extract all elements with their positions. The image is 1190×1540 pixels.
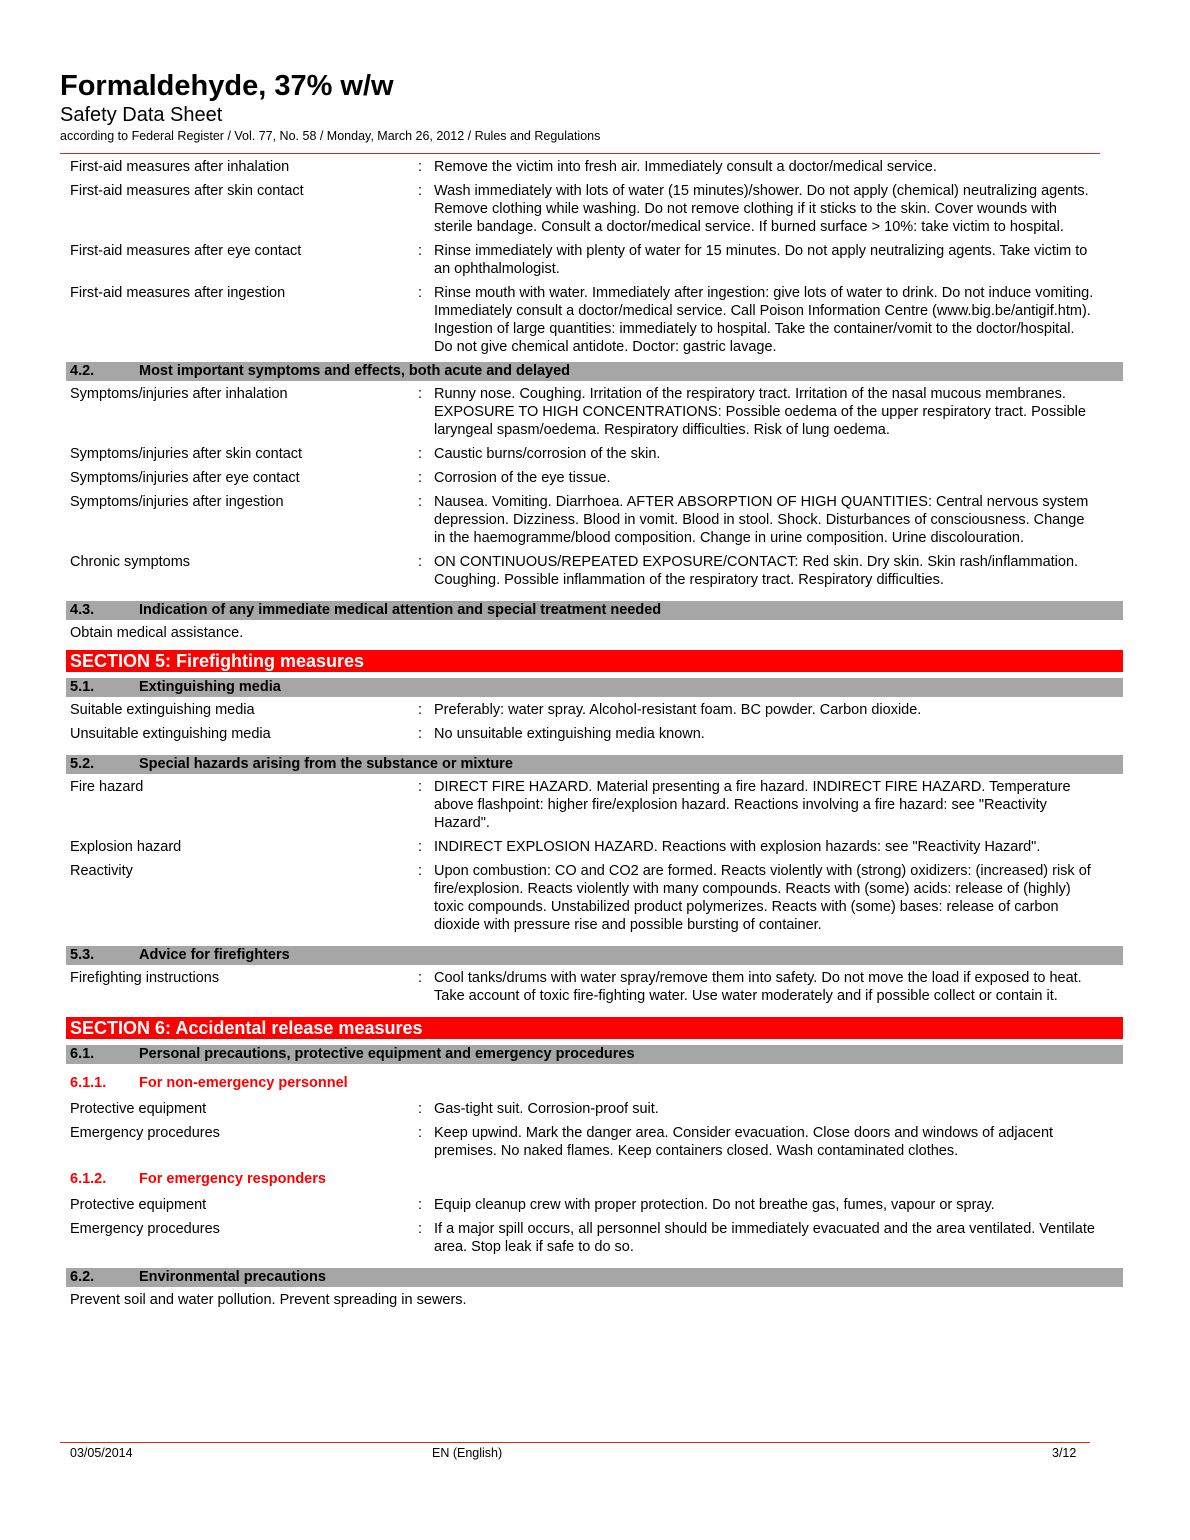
row-label: Reactivity	[70, 863, 133, 879]
row-value: Equip cleanup crew with proper protection. Do not breathe gas, fumes, vapour or spray.	[434, 1197, 995, 1213]
row-label: Unsuitable extinguishing media	[70, 726, 271, 742]
hazard-row-reactivity	[66, 862, 1123, 934]
row-colon: :	[418, 702, 423, 718]
row-label: Explosion hazard	[70, 839, 182, 855]
row-value: Wash immediately with lots of water (15 minutes)/shower. Do not apply (chemical) neutralizing agents. Remove clothing while washing. Do not remove clothing if it sticks to the skin. Cover wounds with sterile bandage. Consult a doctor/medical service. If burned surface > 10%: take victim to hospital.	[434, 183, 1089, 235]
subsection-number: 5.3.	[70, 947, 95, 963]
subsection-number: 6.1.1.	[70, 1075, 107, 1091]
row-colon: :	[418, 779, 423, 795]
row-colon: :	[418, 470, 423, 486]
row-value: Rinse mouth with water. Immediately after ingestion: give lots of water to drink. Do not induce vomiting. Immediately consult a doctor/medical service. Call Poison Information Centre (www.big.be/antigif.htm). Ingestion of large quantities: immediately to hospital. Take the container/vomit to the doctor/hospital. Do not give chemical antidote. Doctor: gastric lavage.	[434, 285, 1094, 355]
footer-page-number: 3/12	[1052, 1446, 1077, 1460]
document-body	[66, 158, 1123, 1315]
row-colon: :	[418, 970, 423, 986]
firstaid-row-inhalation	[66, 158, 1123, 176]
row-value: Keep upwind. Mark the danger area. Consider evacuation. Close doors and windows of adjacent premises. No naked flames. Keep containers closed. Wash contaminated clothes.	[434, 1125, 1054, 1159]
row-label: Emergency procedures	[70, 1221, 220, 1237]
row-value: INDIRECT EXPLOSION HAZARD. Reactions with explosion hazards: see "Reactivity Hazard".	[434, 839, 1041, 855]
row-value: If a major spill occurs, all personnel should be immediately evacuated and the area ventilated. Ventilate area. Stop leak if safe to do so.	[434, 1221, 1095, 1255]
responders-row-protective	[66, 1196, 1123, 1214]
subsection-header-5-2	[66, 755, 1123, 774]
responders-row-procedures	[66, 1220, 1123, 1256]
row-colon: :	[418, 863, 423, 879]
footer-language: EN (English)	[432, 1446, 503, 1460]
row-colon: :	[418, 1125, 423, 1141]
row-colon: :	[418, 446, 423, 462]
row-value: Runny nose. Coughing. Irritation of the respiratory tract. Irritation of the nasal mucous membranes. EXPOSURE TO HIGH CONCENTRATIONS: Possible oedema of the upper respiratory tract. Possible laryngeal spasm/oedema. Respiratory difficulties. Risk of lung oedema.	[434, 386, 1086, 438]
firstaid-row-skin	[66, 182, 1123, 236]
subsection-header-4-3	[66, 601, 1123, 620]
nonemergency-row-procedures	[66, 1124, 1123, 1160]
subsection-header-4-2	[66, 362, 1123, 381]
row-value: No unsuitable extinguishing media known.	[434, 726, 705, 742]
row-colon: :	[418, 386, 423, 402]
firstaid-row-ingestion	[66, 284, 1123, 356]
subsection-title: Personal precautions, protective equipment and emergency procedures	[139, 1046, 635, 1062]
row-label: Emergency procedures	[70, 1125, 220, 1141]
row-value: DIRECT FIRE HAZARD. Material presenting a fire hazard. INDIRECT FIRE HAZARD. Temperature above flashpoint: higher fire/explosion hazard. Reactions involving a fire hazard: see "Reactivity Hazard".	[434, 779, 1071, 831]
row-label: Protective equipment	[70, 1101, 207, 1117]
row-label: Firefighting instructions	[70, 970, 220, 986]
firstaid-row-eye	[66, 242, 1123, 278]
subsection-title: Most important symptoms and effects, both acute and delayed	[139, 363, 571, 379]
row-label: Fire hazard	[70, 779, 144, 795]
symptom-row-eye	[66, 469, 1123, 487]
row-colon: :	[418, 1197, 423, 1213]
row-value: Preferably: water spray. Alcohol-resistant foam. BC powder. Carbon dioxide.	[434, 702, 922, 718]
subsection-number: 4.3.	[70, 602, 95, 618]
row-colon: :	[418, 285, 423, 301]
row-colon: :	[418, 243, 423, 259]
paragraph-6-2: Prevent soil and water pollution. Prevent spreading in sewers.	[70, 1292, 467, 1308]
subsection-header-6-1-2	[66, 1170, 1123, 1188]
subsection-number: 6.1.2.	[70, 1171, 107, 1187]
hazard-row-explosion	[66, 838, 1123, 856]
extinguish-row-unsuitable	[66, 725, 1123, 743]
subsection-number: 6.1.	[70, 1046, 95, 1062]
row-colon: :	[418, 554, 423, 570]
subsection-header-5-1	[66, 678, 1123, 697]
document-subtitle: Safety Data Sheet	[60, 104, 223, 126]
row-value: Nausea. Vomiting. Diarrhoea. AFTER ABSORPTION OF HIGH QUANTITIES: Central nervous system depression. Dizziness. Blood in vomit. Blood in stool. Shock. Disturbances of consciousness. Change in the haemogramme/blood composition. Change in urine composition. Urine discolouration.	[434, 494, 1089, 546]
document-header	[60, 68, 1100, 144]
symptom-row-inhalation	[66, 385, 1123, 439]
subsection-header-6-1	[66, 1045, 1123, 1064]
row-label: First-aid measures after skin contact	[70, 183, 304, 199]
subsection-title: Extinguishing media	[139, 679, 281, 695]
row-colon: :	[418, 1101, 423, 1117]
subsection-header-6-1-1	[66, 1074, 1123, 1092]
paragraph-4-3: Obtain medical assistance.	[70, 625, 244, 641]
subsection-title: Environmental precautions	[139, 1269, 326, 1285]
symptom-row-chronic	[66, 553, 1123, 589]
row-label: Protective equipment	[70, 1197, 207, 1213]
symptom-row-skin	[66, 445, 1123, 463]
subsection-number: 5.1.	[70, 679, 95, 695]
subsection-number: 6.2.	[70, 1269, 95, 1285]
footer-date: 03/05/2014	[70, 1446, 133, 1460]
subsection-title: For emergency responders	[139, 1171, 326, 1187]
section-header-5: SECTION 5: Firefighting measures	[66, 650, 1123, 672]
row-value: Gas-tight suit. Corrosion-proof suit.	[434, 1101, 659, 1117]
footer-divider	[60, 1442, 1090, 1443]
row-value: ON CONTINUOUS/REPEATED EXPOSURE/CONTACT: Red skin. Dry skin. Skin rash/inflammation. Coughing. Possible inflammation of the respiratory tract. Respiratory difficulties.	[434, 554, 1079, 588]
row-colon: :	[418, 839, 423, 855]
row-colon: :	[418, 159, 423, 175]
row-value: Caustic burns/corrosion of the skin.	[434, 446, 661, 462]
symptom-row-ingestion	[66, 493, 1123, 547]
subsection-title: Indication of any immediate medical attention and special treatment needed	[139, 602, 662, 618]
subsection-header-5-3	[66, 946, 1123, 965]
row-colon: :	[418, 494, 423, 510]
subsection-title: Advice for firefighters	[139, 947, 290, 963]
row-label: Suitable extinguishing media	[70, 702, 255, 718]
row-value: Cool tanks/drums with water spray/remove them into safety. Do not move the load if exposed to heat. Take account of toxic fire-fighting water. Use water moderately and if possible collect or contain it.	[434, 970, 1082, 1004]
extinguish-row-suitable	[66, 701, 1123, 719]
row-label: Symptoms/injuries after eye contact	[70, 470, 300, 486]
row-value: Rinse immediately with plenty of water for 15 minutes. Do not apply neutralizing agents. Take victim to an ophthalmologist.	[434, 243, 1088, 277]
firefighting-row-instructions	[66, 969, 1123, 1005]
row-value: Corrosion of the eye tissue.	[434, 470, 611, 486]
row-colon: :	[418, 183, 423, 199]
subsection-header-6-2	[66, 1268, 1123, 1287]
subsection-title: Special hazards arising from the substance or mixture	[139, 756, 513, 772]
row-colon: :	[418, 726, 423, 742]
row-colon: :	[418, 1221, 423, 1237]
row-label: Symptoms/injuries after ingestion	[70, 494, 284, 510]
header-divider	[60, 153, 1100, 154]
subsection-title: For non-emergency personnel	[139, 1075, 348, 1091]
row-value: Remove the victim into fresh air. Immediately consult a doctor/medical service.	[434, 159, 937, 175]
subsection-number: 4.2.	[70, 363, 95, 379]
document-title: Formaldehyde, 37% w/w	[60, 70, 394, 102]
row-label: Chronic symptoms	[70, 554, 191, 570]
hazard-row-fire	[66, 778, 1123, 832]
row-label: Symptoms/injuries after inhalation	[70, 386, 288, 402]
regulation-line: according to Federal Register / Vol. 77, No. 58 / Monday, March 26, 2012 / Rules and Regulations	[60, 129, 601, 143]
row-label: Symptoms/injuries after skin contact	[70, 446, 303, 462]
section-header-6: SECTION 6: Accidental release measures	[66, 1017, 1123, 1039]
row-label: First-aid measures after inhalation	[70, 159, 290, 175]
subsection-number: 5.2.	[70, 756, 95, 772]
nonemergency-row-protective	[66, 1100, 1123, 1118]
row-label: First-aid measures after ingestion	[70, 285, 286, 301]
row-value: Upon combustion: CO and CO2 are formed. Reacts violently with (strong) oxidizers: (increased) risk of fire/explosion. Reacts violently with many compounds. Reacts with (some) acids: release of (highly) toxic compounds. Unstabilized product polymerizes. Reacts with (some) bases: release of carbon dioxide with pressure rise and possible bursting of container.	[434, 863, 1091, 933]
row-label: First-aid measures after eye contact	[70, 243, 302, 259]
